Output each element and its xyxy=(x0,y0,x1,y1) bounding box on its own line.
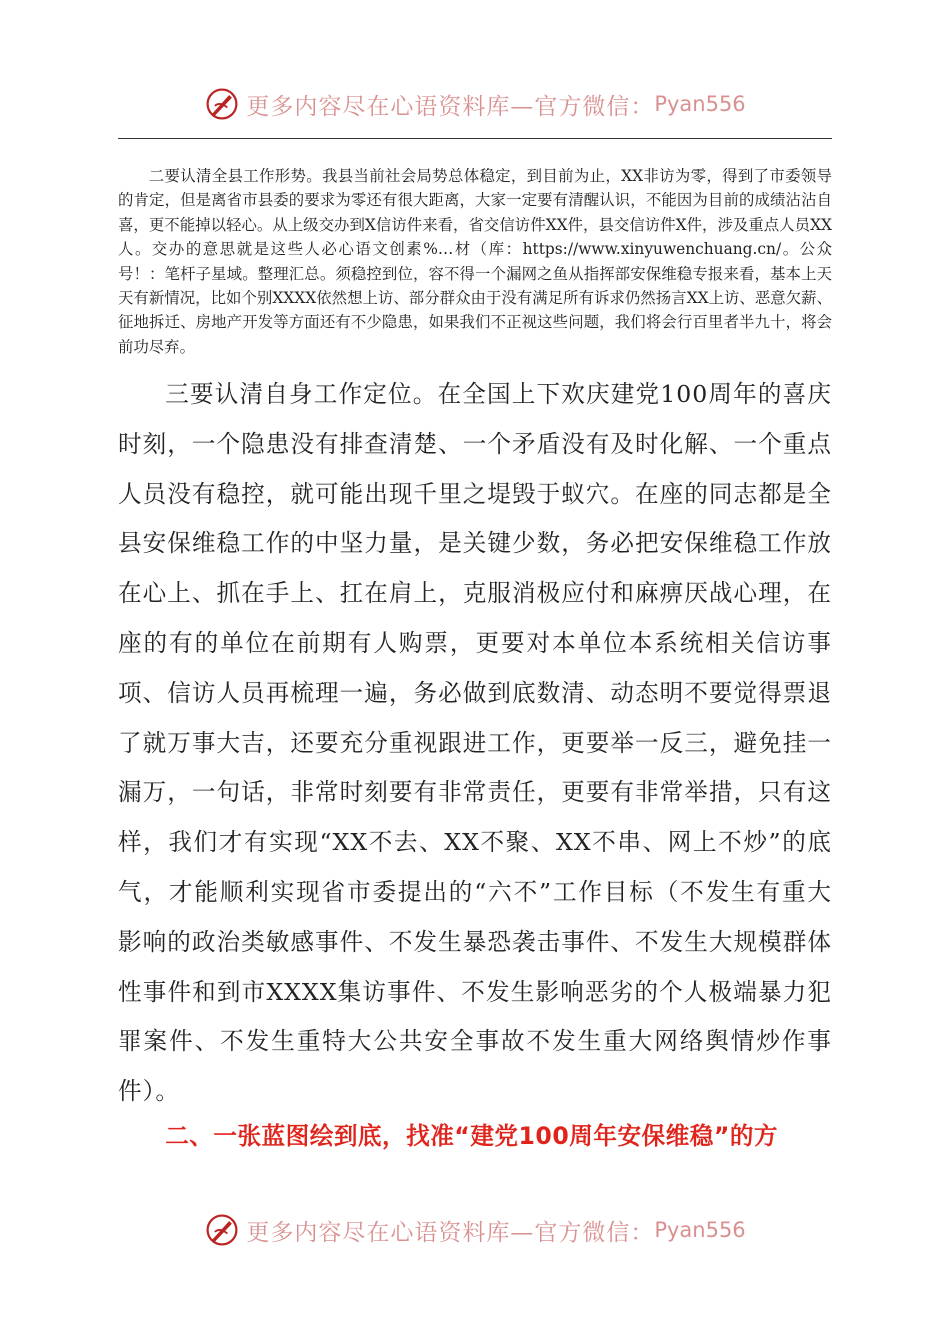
pen-logo-icon xyxy=(204,86,240,122)
watermark-text: 更多内容尽在心语资料库—官方微信： xyxy=(246,93,655,120)
header-rule xyxy=(118,138,832,139)
watermark-id: Pyan556 xyxy=(654,1218,746,1242)
pen-logo-icon xyxy=(204,1212,240,1248)
watermark-id: Pyan556 xyxy=(654,92,746,116)
section-heading: 二、一张蓝图绘到底，找准“建党100周年安保维稳”的方 xyxy=(165,1122,779,1150)
header-watermark xyxy=(0,82,950,126)
small-paragraph: 二要认清全县工作形势。我县当前社会局势总体稳定，到目前为止，XX非访为零，得到了市委领导的肯定，但是离省市县委的要求为零还有很大距离，大家一定要有清醒认识，不能因为目前的成绩沾沾自喜，更不能掉以轻心。从上级交办到X信访件来看，省交信访件XX件，县交信访件X件，涉及重点人员XX人。交办的意思就是这些人必心语文创素%…材（库：https://www.xinyuwenchuang.cn/。公众号！：笔杆子星域。整理汇总。须稳控到位，容不得一个漏网之鱼从指挥部安保维稳专报来看，基本上天天有新情况，比如个别XXXX依然想上访、部分群众由于没有满足所有诉求仍然扬言XX上访、恶意欠薪、征地拆迁、房地产开发等方面还有不少隐患，如果我们不正视这些问题，我们将会行百里者半九十，将会前功尽弃。 xyxy=(118,167,832,356)
footer-watermark xyxy=(0,1208,950,1252)
watermark-text: 更多内容尽在心语资料库—官方微信： xyxy=(246,1219,655,1246)
main-paragraph: 三要认清自身工作定位。在全国上下欢庆建党100周年的喜庆时刻，一个隐患没有排查清楚、一个矛盾没有及时化解、一个重点人员没有稳控，就可能出现千里之堤毁于蚁穴。在座的同志都是全县安保维稳工作的中坚力量，是关键少数，务必把安保维稳工作放在心上、抓在手上、扛在肩上，克服消极应付和麻痹厌战心理，在座的有的单位在前期有人购票，更要对本单位本系统相关信访事项、信访人员再梳理一遍，务必做到底数清、动态明不要觉得票退了就万事大吉，还要充分重视跟进工作，更要举一反三，避免挂一漏万，一句话，非常时刻要有非常责任，更要有非常举措，只有这样，我们才有实现“XX不去、XX不聚、XX不串、网上不炒”的底气，才能顺利实现省市委提出的“六不”工作目标（不发生有重大影响的政治类敏感事件、不发生暴恐袭击事件、不发生大规模群体性事件和到市XXXX集访事件、不发生影响恶劣的个人极端暴力犯罪案件、不发生重特大公共安全事故不发生重大网络舆情炒作事件）。 xyxy=(118,380,832,1106)
